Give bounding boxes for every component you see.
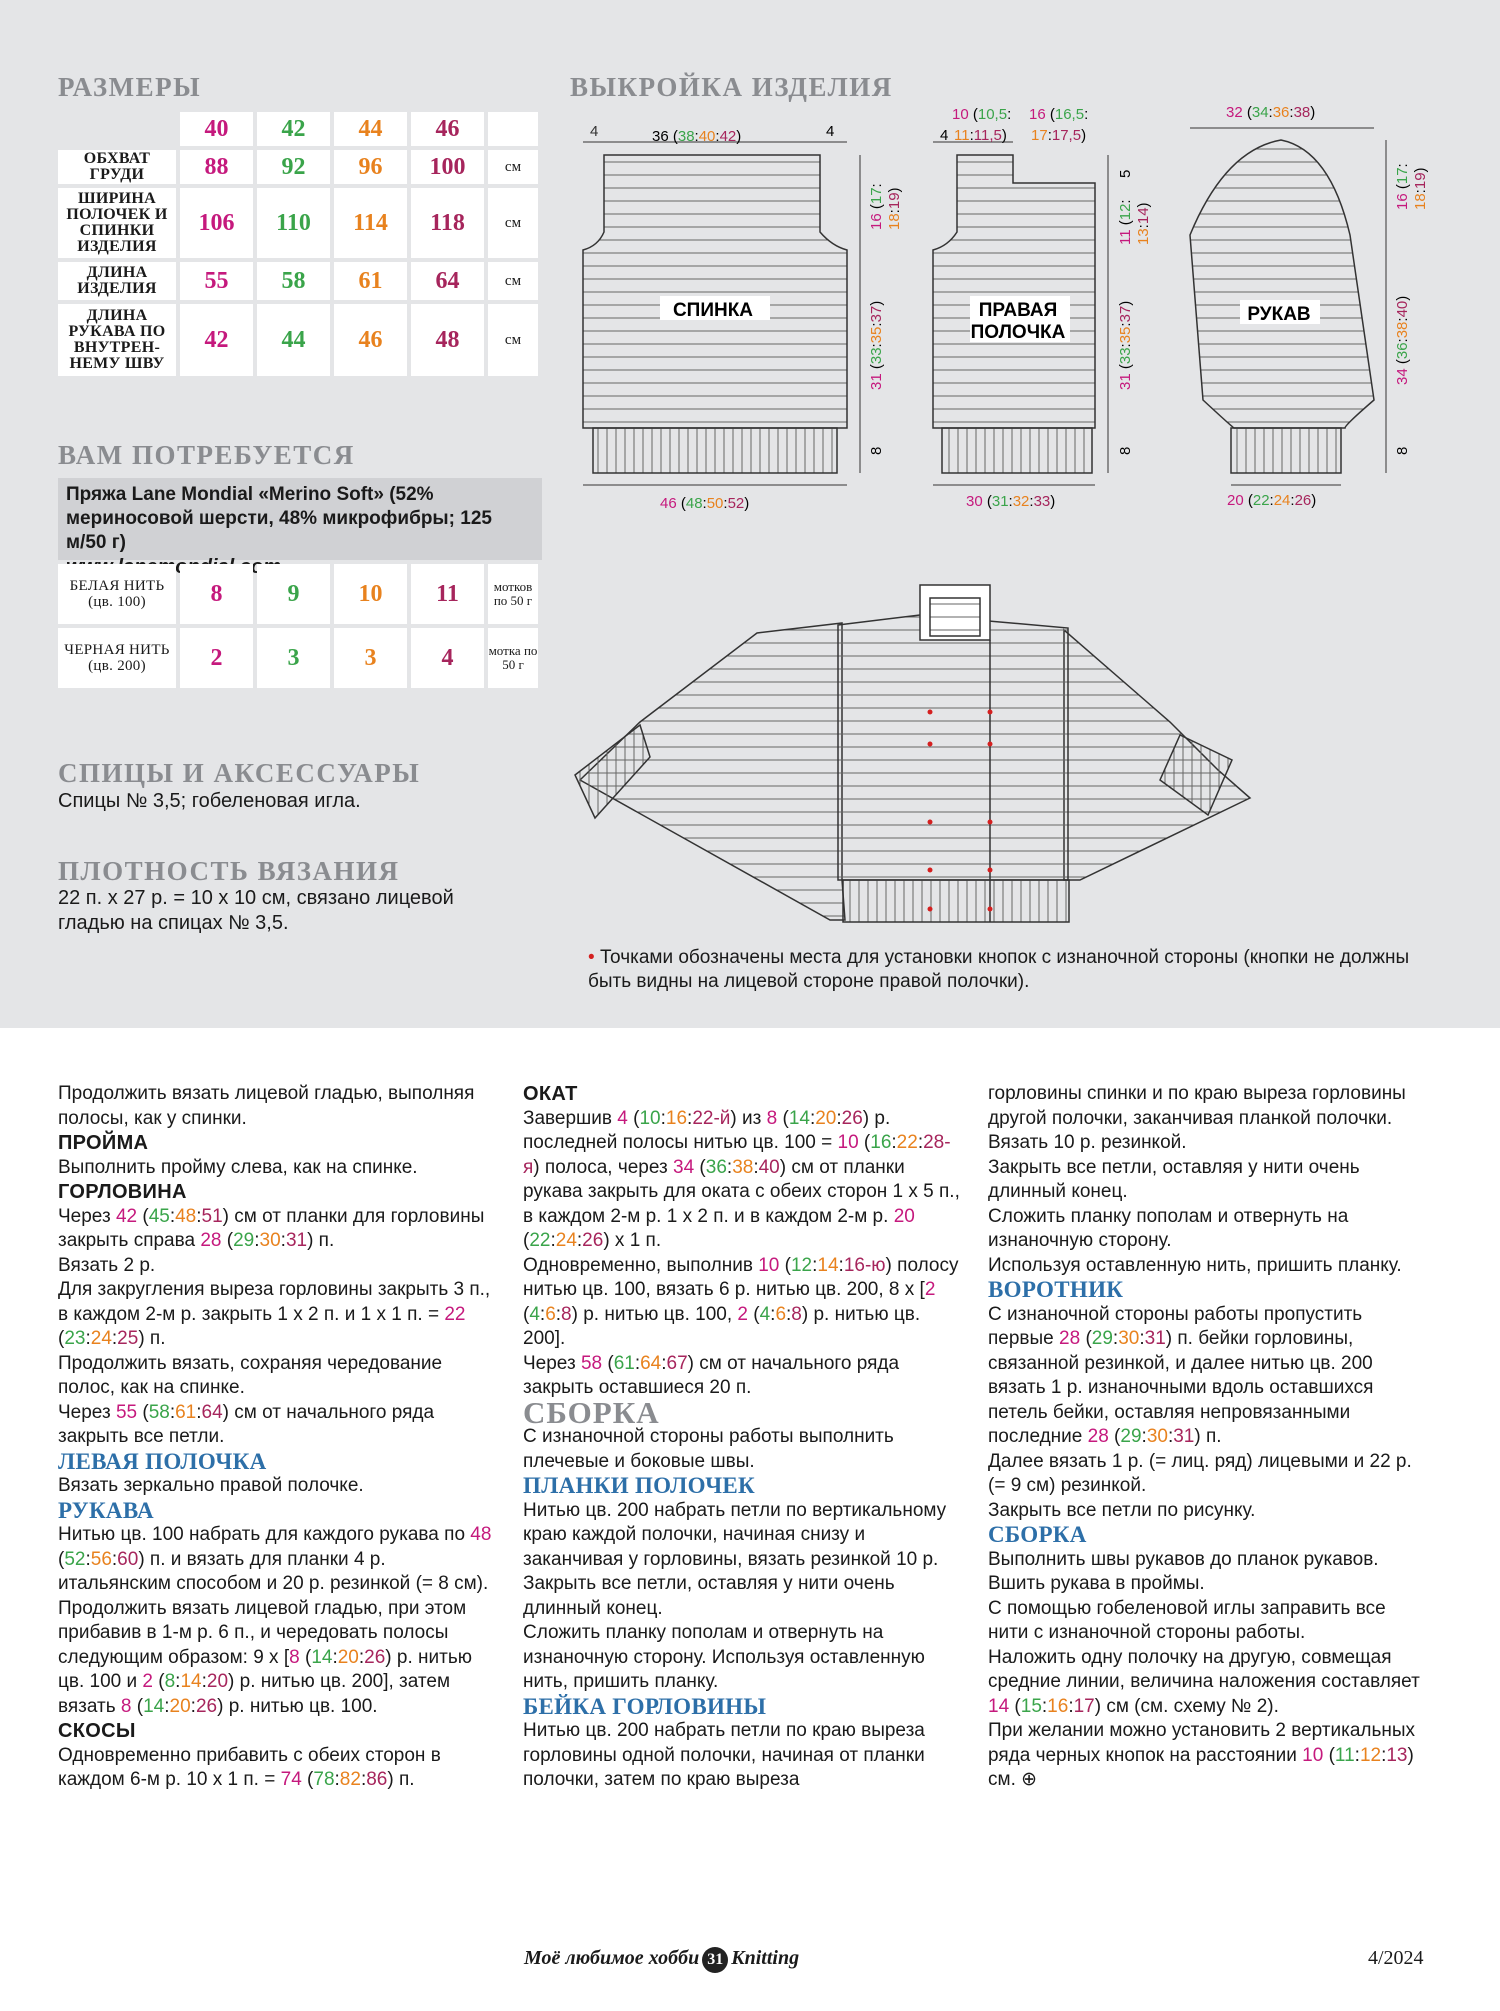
table-cell: 46 <box>334 304 407 376</box>
button-note <box>588 946 1428 994</box>
unit-cell: см <box>488 150 538 184</box>
svg-text:31 (33:35:37): 31 (33:35:37) <box>868 300 885 390</box>
yarn-description <box>58 478 542 560</box>
back-label: СПИНКА <box>672 300 754 321</box>
table-cell: 100 <box>411 150 484 184</box>
gauge-heading: ПЛОТНОСТЬ ВЯЗАНИЯ <box>58 856 400 886</box>
table-cell: 118 <box>411 188 484 258</box>
sleeve-piece <box>1190 140 1374 428</box>
table-cell: 10 <box>334 564 407 624</box>
column-2: ОКАТ Завершив 4 (10:16:22-й) из 8 (14:20:26) р. последней полосы нитью цв. 100 = 10 (16:22:28-я) полоса, через 34 (36:38:40) см от планки рукава закрыть для оката с обеих сторон 1 х 5 п., в каждом 2-м р. 1 х 2 п. и в каждом 2-м р. 20 (22:24:26) х 1 п. Одновременно, выполнив 10 (12:14:16-ю) полосу нитью цв. 100, вязать 6 р. нитью цв. 200, 8 х [2 (4:6:8) р. нитью цв. 100, 2 (4:6:8) р. нитью цв. 200]. Через 58 (61:64:67) см от начального ряда закрыть оставшиеся 20 п. СБОРКА С изнаночной стороны работы выполнить плечевые и боковые швы. ПЛАНКИ ПОЛОЧЕК Нитью цв. 200 набрать петли по вертикальному краю каждой полочки, начиная снизу и заканчивая у горловины, вязать резинкой 10 р. Закрыть все петли, оставляя у нити очень длинный конец. Сложить планку пополам и отвернуть на изнаночную сторону. Используя оставленную нить, пришить планку. БЕЙКА ГОРЛОВИНЫ Нитью цв. 200 набрать петли по краю выреза горловины одной полочки, начиная от планки полочки, затем по краю выреза <box>523 1083 960 1790</box>
table-cell: 88 <box>180 150 253 184</box>
svg-text:11 (12:: 11 (12: <box>1117 199 1134 245</box>
svg-text:4: 4 <box>940 127 949 144</box>
svg-text:10 (10,5:: 10 (10,5: <box>952 106 1012 123</box>
unit-cell: мотка по 50 г <box>488 628 538 688</box>
svg-text:18:19): 18:19) <box>1412 167 1429 210</box>
table-cell: 2 <box>180 628 253 688</box>
materials-heading: ВАМ ПОТРЕБУЕТСЯ <box>58 440 355 470</box>
table-corner <box>58 112 176 146</box>
svg-text:17:17,5): 17:17,5) <box>1031 127 1087 144</box>
svg-text:4: 4 <box>826 123 835 140</box>
table-cell: 64 <box>411 262 484 300</box>
svg-text:36 (38:40:42): 36 (38:40:42) <box>652 128 742 145</box>
front-label-1: ПРАВАЯ <box>978 300 1058 321</box>
brand-left: Моё любимое хобби <box>524 1947 700 1969</box>
svg-text:31 (33:35:37): 31 (33:35:37) <box>1117 300 1134 390</box>
sleeve-label: РУКАВ <box>1247 304 1311 325</box>
svg-text:16 (17:: 16 (17: <box>1394 163 1411 210</box>
svg-text:4: 4 <box>590 123 599 140</box>
front-piece <box>933 155 1095 428</box>
collar-inner <box>930 598 980 636</box>
row-label: ДЛИНА ИЗДЕЛИЯ <box>58 262 176 300</box>
svg-text:20 (22:24:26): 20 (22:24:26) <box>1227 492 1317 509</box>
row-label: БЕЛАЯ НИТЬ (цв. 100) <box>58 564 176 624</box>
sizes-table <box>54 108 542 380</box>
table-cell: 9 <box>257 564 330 624</box>
unit-cell: см <box>488 188 538 258</box>
table-cell: 92 <box>257 150 330 184</box>
unit-cell: см <box>488 304 538 376</box>
svg-text:32 (34:36:38): 32 (34:36:38) <box>1226 104 1316 121</box>
yarn-table <box>54 560 542 692</box>
svg-text:34 (36:38:40): 34 (36:38:40) <box>1394 295 1411 385</box>
svg-text:5: 5 <box>1117 169 1134 178</box>
note-text: Точками обозначены места для установки кнопок с изнаночной стороны (кнопки не должны быть видны на лицевой стороне правой полочки). <box>588 947 1410 992</box>
table-cell: 114 <box>334 188 407 258</box>
row-label: ШИРИНА ПОЛОЧЕК И СПИНКИ ИЗДЕЛИЯ <box>58 188 176 258</box>
sizes-heading: РАЗМЕРЫ <box>58 72 202 102</box>
table-cell: 44 <box>257 304 330 376</box>
column-3: горловины спинки и по краю выреза горловины другой полочки, заканчивая планкой полочки. Вязать 10 р. резинкой. Закрыть все петли, оставляя у нити очень длинный конец. Сложить планку пополам и отвернуть на изнаночную сторону. Используя оставленную нить, пришить планку. ВОРОТНИК С изнаночной стороны работы пропустить первые 28 (29:30:31) п. бейки горловины, связанной резинкой, и далее нитью цв. 200 вязать 1 р. изнаночными вдоль оставшихся петель бейки, оставляя непровязанными последние 28 (29:30:31) п. Далее вязать 1 р. (= лиц. ряд) лицевыми и 22 р. (= 9 см) резинкой. Закрыть все петли по рисунку. СБОРКА Выполнить швы рукавов до планок рукавов. Вшить рукава в проймы. С помощью гобеленовой иглы заправить все нити с изнаночной стороны работы. Наложить одну полочку на другую, совмещая средние линии, величина наложения составляет 14 (15:16:17) см (см. схему № 2). При желании можно установить 2 вертикальных ряда черных кнопок на расстоянии 10 (11:12:13) см. ⊕ <box>988 1083 1420 1790</box>
svg-text:18:19): 18:19) <box>886 187 903 230</box>
table-cell: 58 <box>257 262 330 300</box>
size-header: 42 <box>257 112 330 146</box>
svg-text:13:14): 13:14) <box>1135 202 1152 245</box>
back-ribbing <box>593 428 837 473</box>
body-drawing <box>838 615 1068 880</box>
svg-text:11:11,5): 11:11,5) <box>954 127 1007 144</box>
table-cell: 96 <box>334 150 407 184</box>
unit-cell: мотков по 50 г <box>488 564 538 624</box>
table-cell: 55 <box>180 262 253 300</box>
column-1: Продолжить вязать лицевой гладью, выполняя полосы, как у спинки. ПРОЙМА Выполнить пройму слева, как на спинке. ГОРЛОВИНА Через 42 (45:48:51) см от планки для горловины закрыть справа 28 (29:30:31) п. Вязать 2 р. Для закругления выреза горловины закрыть 3 п., в каждом 2-м р. закрыть 1 х 2 п. и 1 х 1 п. = 22 (23:24:25) п. Продолжить вязать, сохраняя чередование полос, как на спинке. Через 55 (58:61:64) см от начального ряда закрыть все петли. ЛЕВАЯ ПОЛОЧКА Вязать зеркально правой полочке. РУКАВА Нитью цв. 100 набрать для каждого рукава по 48 (52:56:60) п. и вязать для планки 4 р. итальянским способом и 20 р. резинкой (= 8 см). Продолжить вязать лицевой гладью, при этом прибавив в 1-м р. 6 п., и чередовать полосы следующим образом: 9 х [8 (14:20:26) р. нитью цв. 100 и 2 (8:14:20) р. нитью цв. 200], затем вязать 8 (14:20:26) р. нитью цв. 100. СКОСЫ Одновременно прибавить с обеих сторон в каждом 6-м р. 10 х 1 п. = 74 (78:82:86) п. <box>58 1083 492 1790</box>
svg-text:16 (17:: 16 (17: <box>868 183 885 230</box>
table-cell: 42 <box>180 304 253 376</box>
page-number: 31 <box>702 1947 728 1973</box>
table-cell: 3 <box>257 628 330 688</box>
table-cell <box>488 112 538 146</box>
svg-text:16 (16,5:: 16 (16,5: <box>1029 106 1089 123</box>
table-cell: 4 <box>411 628 484 688</box>
row-label: ЧЕРНАЯ НИТЬ (цв. 200) <box>58 628 176 688</box>
svg-text:8: 8 <box>1117 446 1134 455</box>
footer-brand <box>524 1947 799 1973</box>
sleeve-ribbing <box>1231 428 1341 473</box>
back-piece <box>583 155 847 428</box>
table-cell: 8 <box>180 564 253 624</box>
unit-cell: см <box>488 262 538 300</box>
size-header: 46 <box>411 112 484 146</box>
svg-text:8: 8 <box>1394 446 1411 455</box>
svg-text:46 (48:50:52): 46 (48:50:52) <box>660 495 750 512</box>
pattern-heading: ВЫКРОЙКА ИЗДЕЛИЯ <box>570 72 893 102</box>
note-bullet: • <box>588 947 595 968</box>
table-cell: 48 <box>411 304 484 376</box>
table-cell: 11 <box>411 564 484 624</box>
issue-number: 4/2024 <box>1368 1947 1424 1969</box>
table-cell: 110 <box>257 188 330 258</box>
size-header: 44 <box>334 112 407 146</box>
table-cell: 106 <box>180 188 253 258</box>
row-label: ДЛИНА РУКАВА ПО ВНУТРЕН-НЕМУ ШВУ <box>58 304 176 376</box>
front-label-2: ПОЛОЧКА <box>970 322 1066 343</box>
table-cell: 3 <box>334 628 407 688</box>
svg-text:8: 8 <box>868 446 885 455</box>
yarn-text: Пряжа Lane Mondial «Merino Soft» (52% мериносовой шерсти, 48% микрофибры; 125 м/50 г) <box>66 484 492 553</box>
table-cell: 61 <box>334 262 407 300</box>
svg-text:30 (31:32:33): 30 (31:32:33) <box>966 493 1056 510</box>
size-header: 40 <box>180 112 253 146</box>
needles-text: Спицы № 3,5; гобеленовая игла. <box>58 790 361 812</box>
gauge-text: 22 п. х 27 р. = 10 х 10 см, связано лицевой гладью на спицах № 3,5. <box>58 887 454 934</box>
needles-heading: СПИЦЫ И АКСЕССУАРЫ <box>58 758 421 788</box>
front-ribbing <box>942 428 1092 473</box>
schematic-drawing <box>560 95 1460 955</box>
hem-ribbing <box>843 880 1069 922</box>
row-label: ОБХВАТ ГРУДИ <box>58 150 176 184</box>
brand-right: Knitting <box>731 1947 800 1969</box>
